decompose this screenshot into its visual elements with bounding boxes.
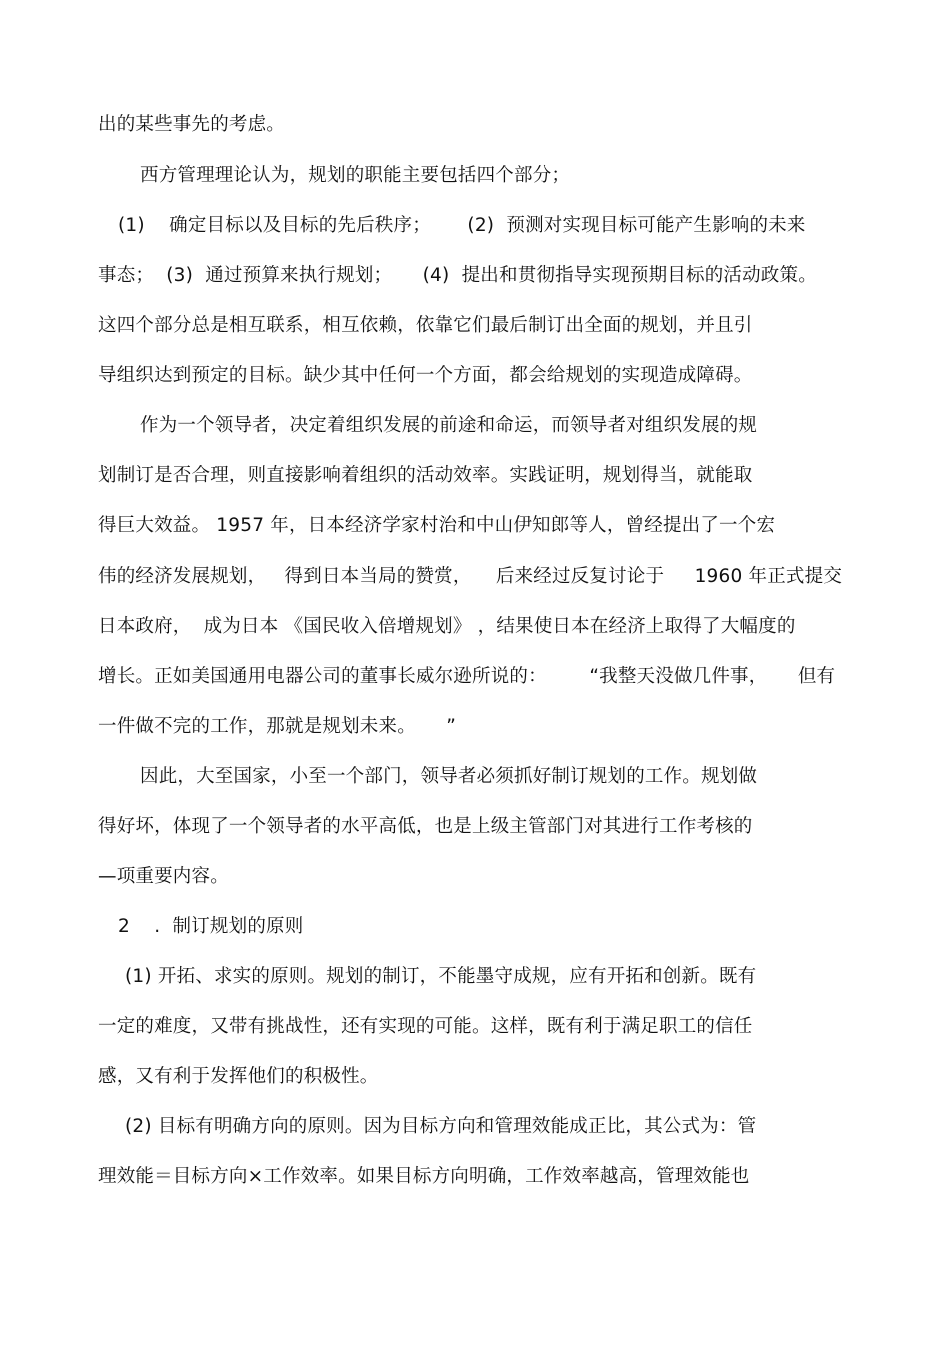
text-line: 因此，大至国家，小至一个部门，领导者必须抓好制订规划的工作。规划做 — [140, 766, 758, 787]
text-line: 导组织达到预定的目标。缺少其中任何一个方面，都会给规划的实现造成障碍。 — [98, 365, 753, 386]
text-line: —项重要内容。 — [98, 866, 229, 887]
text-line: (1) 确定目标以及目标的先后秩序； (2) 预测对实现目标可能产生影响的未来 — [118, 215, 806, 236]
text-line: 事态； (3) 通过预算来执行规划； (4) 提出和贯彻指导实现预期目标的活动政策。 — [98, 265, 817, 286]
text-line: (1) 开拓、求实的原则。规划的制订，不能墨守成规，应有开拓和创新。既有 — [125, 966, 757, 987]
text-line: 西方管理理论认为，规划的职能主要包括四个部分； — [140, 165, 571, 186]
text-line: 增长。正如美国通用电器公司的董事长威尔逊所说的： “我整天没做几件事， 但有 — [98, 666, 836, 687]
text-line: 理效能＝目标方向×工作效率。如果目标方向明确，工作效率越高，管理效能也 — [98, 1166, 750, 1187]
text-line: 伟的经济发展规划， 得到日本当局的赞赏， 后来经过反复讨论于 1960 年正式提交 — [98, 566, 843, 587]
text-line: 这四个部分总是相互联系，相互依赖，依靠它们最后制订出全面的规划，并且引 — [98, 315, 753, 336]
text-line: 得好坏，体现了一个领导者的水平高低，也是上级主管部门对其进行工作考核的 — [98, 816, 753, 837]
text-line: 一定的难度，又带有挑战性，还有实现的可能。这样，既有利于满足职工的信任 — [98, 1016, 753, 1037]
text-line: 划制订是否合理，则直接影响着组织的活动效率。实践证明，规划得当，就能取 — [98, 465, 753, 486]
text-line: 日本政府， 成为日本 《国民收入倍增规划》 ，结果使日本在经济上取得了大幅度的 — [98, 616, 796, 637]
text-line: 得巨大效益。 1957 年，日本经济学家村治和中山伊知郎等人，曾经提出了一个宏 — [98, 515, 776, 536]
text-line: 出的某些事先的考虑。 — [98, 114, 286, 135]
section-heading: 2 . 制订规划的原则 — [118, 916, 304, 937]
text-line: 一件做不完的工作，那就是规划未来。 ” — [98, 716, 457, 737]
text-line: 作为一个领导者，决定着组织发展的前途和命运，而领导者对组织发展的规 — [140, 415, 758, 436]
text-line: 感，又有利于发挥他们的积极性。 — [98, 1066, 379, 1087]
text-line: (2) 目标有明确方向的原则。因为目标方向和管理效能成正比，其公式为：管 — [125, 1116, 757, 1137]
